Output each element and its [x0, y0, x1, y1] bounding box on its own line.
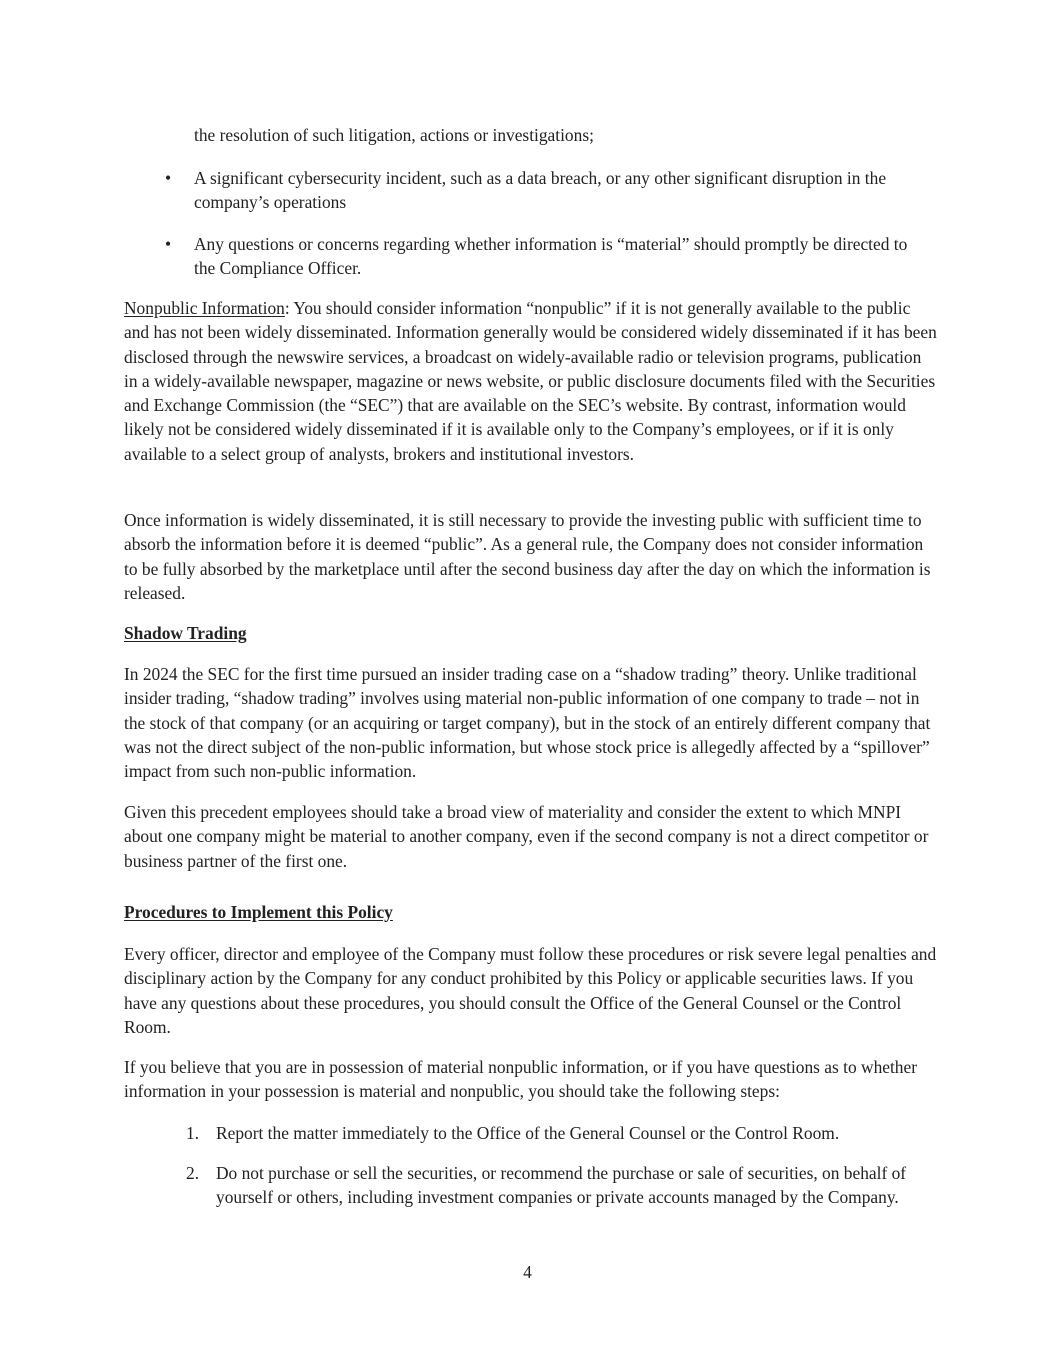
shadow-trading-heading: Shadow Trading: [124, 623, 247, 643]
bullet-item-cybersecurity: [165, 166, 915, 216]
step-number: 1.: [186, 1123, 200, 1143]
procedures-heading: Procedures to Implement this Policy: [124, 902, 393, 922]
bullet-marker: •: [165, 234, 172, 254]
step-number: 2.: [186, 1163, 200, 1183]
absorption-paragraph: Once information is widely disseminated, it is still necessary to provide the investing public with sufficient time to absorb the information before it is deemed “public”. As a general rule, the Company does not consider information to be fully absorbed by the marketplace until after the second business day after the day on which the information is released.: [124, 510, 931, 603]
bullet-marker: •: [165, 168, 172, 188]
procedures-paragraph: Every officer, director and employee of the Company must follow these procedures or risk severe legal penalties and disciplinary action by the Company for any conduct prohibited by this Policy or applicable securities laws. If you have any questions about these procedures, you should consult the Office of the General Counsel or the Control Room.: [124, 944, 937, 1037]
step-text: Do not purchase or sell the securities, or recommend the purchase or sale of securities, on behalf of yourself or others, including investment companies or private accounts managed by the Company.: [216, 1163, 907, 1208]
numbered-step-1: [186, 1121, 946, 1147]
materiality-view-paragraph: Given this precedent employees should take a broad view of materiality and consider the extent to which MNPI about one company might be material to another company, even if the second company is not a direct competitor or business partner of the first one.: [124, 802, 929, 871]
nonpublic-information-paragraph: [124, 296, 939, 466]
page-number: 4: [523, 1262, 532, 1282]
numbered-step-2: [186, 1161, 946, 1236]
bullet-item-materiality-questions: [165, 232, 915, 282]
nonpublic-information-term: Nonpublic Information: [124, 298, 285, 318]
bullet-text: A significant cybersecurity incident, such as a data breach, or any other significant disruption in the company’s operations: [194, 168, 887, 213]
step-text: Report the matter immediately to the Office of the General Counsel or the Control Room.: [216, 1123, 840, 1143]
nonpublic-information-body: : You should consider information “nonpublic” if it is not generally available to the public and has not been widely disseminated. Information generally would be considered widely disseminated if it has been disclosed through the newswire services, a broadcast on widely-available radio or television programs, publication in a widely-available newspaper, magazine or news website, or public disclosure documents filed with the Securities and Exchange Commission (the “SEC”) that are available on the SEC’s website. By contrast, information would likely not be considered widely disseminated if it is available only to the Company’s employees, or if it is only available to a select group of analysts, brokers and institutional investors.: [124, 298, 937, 464]
shadow-trading-paragraph: In 2024 the SEC for the first time pursued an insider trading case on a “shadow trading” theory. Unlike traditional insider trading, “shadow trading” involves using material non-public information of one company to trade – not in the stock of that company (or an acquiring or target company), but in the stock of an entirely different company that was not the direct subject of the non-public information, but whose stock price is allegedly affected by a “spillover” impact from such non-public information.: [124, 664, 931, 782]
steps-intro-paragraph: If you believe that you are in possession of material nonpublic information, or if you have questions as to whether information in your possession is material and nonpublic, you should take the following steps:: [124, 1057, 918, 1102]
bullet-text: Any questions or concerns regarding whether information is “material” should promptly be directed to the Compliance Officer.: [194, 234, 908, 279]
continuation-line: the resolution of such litigation, actions or investigations;: [194, 125, 594, 145]
